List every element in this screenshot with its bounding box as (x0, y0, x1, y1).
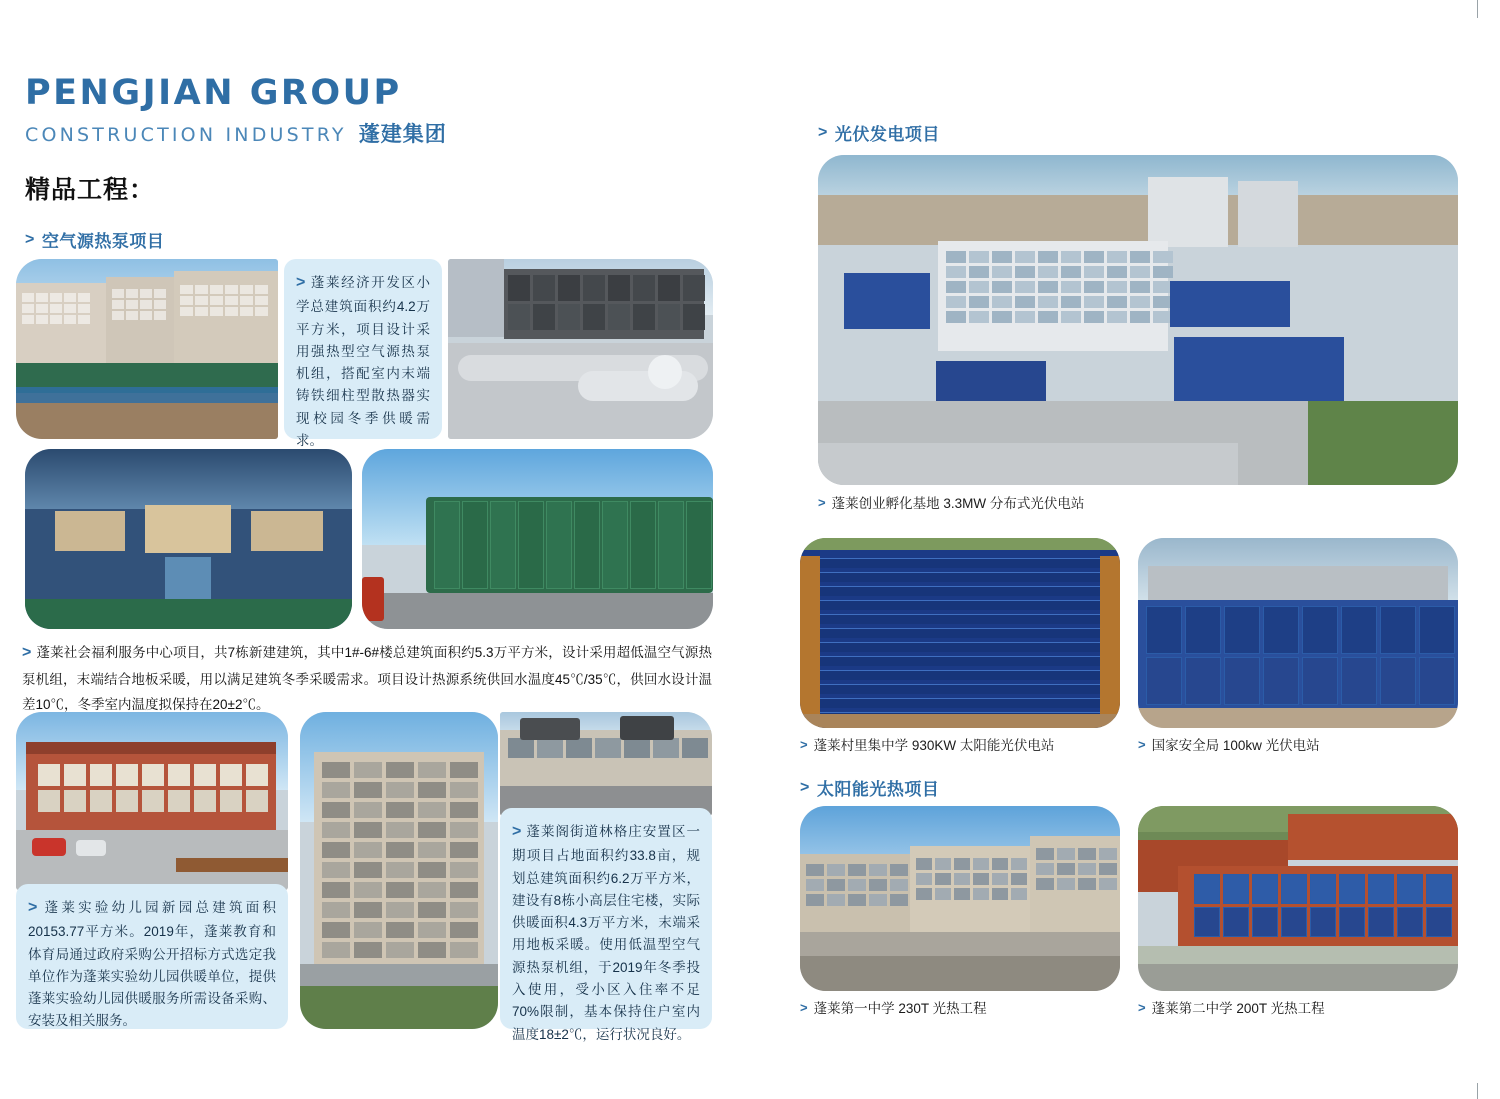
section-heading-solar-thermal-label: 太阳能光热项目 (816, 780, 940, 799)
caption-bubble-resettlement-text: 蓬莱阁街道林格庄安置区一期项目占地面积约33.8亩，规划总建筑面积约6.2万平方米，建设有8栋小高层住宅楼，实际供暖面积4.3万平方米，末端采用地板采暖。使用低温型空气源热泵机组，于2019年冬季投入使用，受小区入住率不足70%限制，基本保持住户室内温度18±2℃，运行状况良好。 (512, 824, 700, 1042)
chevron-right-icon: > (1138, 1000, 1146, 1015)
section-heading-heat-pump-label: 空气源热泵项目 (41, 232, 165, 251)
section-heading-solar-thermal (800, 775, 939, 800)
logo-tagline-en: CONSTRUCTION INDUSTRY (25, 124, 347, 146)
caption-bubble-kindergarten (16, 884, 288, 1029)
caption-solar-no2 (1138, 998, 1458, 1020)
photo-kindergarten (16, 712, 288, 890)
caption-bubble-school-text: 蓬莱经济开发区小学总建筑面积约4.2万平方米，项目设计采用强热型空气源热泵机组，搭配室内末端铸铁细柱型散热器实现校园冬季供暖需求。 (296, 275, 430, 448)
caption-pv-cunliji-text: 蓬莱村里集中学 930KW 太阳能光伏电站 (813, 738, 1055, 753)
chevron-right-icon: > (818, 123, 828, 141)
company-logo (25, 73, 447, 148)
photo-rooftop-equipment (500, 712, 712, 816)
caption-pv-security-text: 国家安全局 100kw 光伏电站 (1151, 738, 1320, 753)
caption-solar-no2-text: 蓬莱第二中学 200T 光热工程 (1151, 1001, 1325, 1016)
photo-pv-security-bureau (1138, 538, 1458, 728)
photo-pv-cunliji-school (800, 538, 1120, 728)
caption-solar-no1-text: 蓬莱第一中学 230T 光热工程 (813, 1001, 987, 1016)
chevron-right-icon: > (1138, 737, 1146, 752)
chevron-right-icon: > (800, 737, 808, 752)
chevron-right-icon: > (25, 230, 35, 248)
caption-bubble-school (284, 259, 442, 448)
caption-welfare-center (22, 638, 712, 718)
photo-residential-building (300, 712, 498, 1029)
photo-welfare-center-render (25, 449, 352, 629)
caption-welfare-center-text: 蓬莱社会福利服务中心项目，共7栋新建建筑，其中1#-6#楼总建筑面积约5.3万平方米，设计采用超低温空气源热泵机组，末端结合地板采暖，用以满足建筑冬季采暖需求。项目设计热源系统供回水温度45℃/35℃，供回水设计温差10℃，冬季室内温度拟保持在20±2℃。 (22, 645, 712, 712)
caption-pv-cunliji (800, 735, 1120, 757)
pv-array (818, 558, 1102, 728)
caption-bubble-kindergarten-text: 蓬莱实验幼儿园新园总建筑面积20153.77平方米。2019年，蓬莱教育和体育局通过政府采购公开招标方式选定我单位作为蓬莱实验幼儿园供暖单位，提供蓬莱实验幼儿园供暖服务所需设备采购、安装及相关服务。 (28, 900, 276, 1029)
caption-pv-security (1138, 735, 1458, 757)
chevron-right-icon: > (22, 644, 32, 661)
crop-mark-top (1477, 0, 1478, 18)
caption-solar-no1 (800, 998, 1120, 1020)
page-title: 精品工程： (25, 176, 156, 204)
chevron-right-icon: > (800, 1000, 808, 1015)
caption-pv-incubator-text: 蓬莱创业孵化基地 3.3MW 分布式光伏电站 (831, 496, 1085, 511)
section-heading-heat-pump (25, 227, 164, 252)
chevron-right-icon: > (296, 274, 306, 291)
photo-pv-incubator-aerial (818, 155, 1458, 485)
chevron-right-icon: > (28, 899, 38, 916)
photo-solar-no2-school (1138, 806, 1458, 991)
photo-heat-pump-units (448, 259, 713, 439)
chevron-right-icon: > (512, 823, 522, 840)
caption-bubble-resettlement (500, 808, 712, 1042)
photo-solar-no1-school (800, 806, 1120, 991)
photo-school-exterior (16, 259, 278, 439)
chevron-right-icon: > (818, 495, 826, 510)
section-heading-pv-label: 光伏发电项目 (834, 125, 940, 144)
logo-name-en: PENGJIAN GROUP (25, 73, 402, 113)
photo-covered-heat-pumps (362, 449, 713, 629)
caption-pv-incubator (818, 493, 1458, 515)
logo-name-cn: 蓬建集团 (358, 123, 447, 146)
chevron-right-icon: > (800, 778, 810, 796)
section-heading-pv (818, 120, 940, 145)
crop-mark-bottom (1477, 1083, 1478, 1099)
